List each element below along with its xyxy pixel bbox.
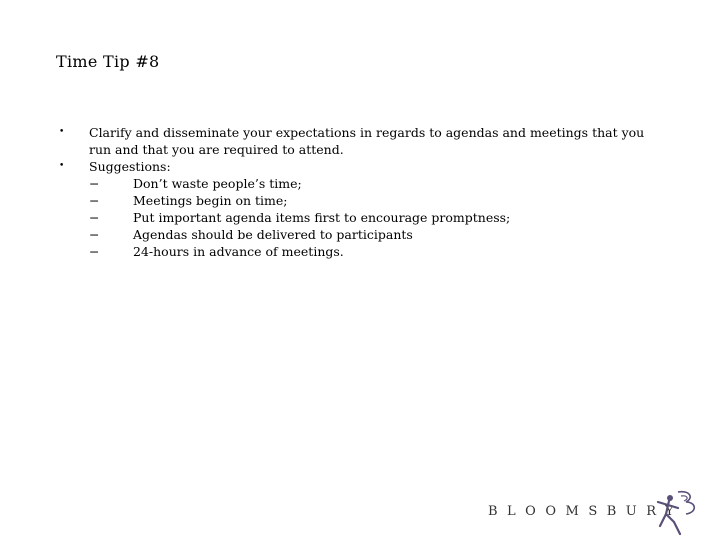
bullet-text: Clarify and disseminate your expectations in regards to agendas and meetings that you run and that you are required to attend. [89, 125, 645, 157]
bullet-marker: • [59, 161, 65, 171]
logo-wordmark: BLOOMSBURY [488, 504, 684, 519]
bloomsbury-logo [488, 488, 708, 536]
sub-marker: − [89, 176, 100, 191]
sub-item-text: Put important agenda items first to encourage promptness; [133, 210, 511, 225]
sub-marker: − [89, 193, 100, 208]
sub-marker: − [89, 227, 100, 242]
sub-item [89, 243, 656, 260]
sub-item [89, 175, 656, 192]
bullet-text: Suggestions: [89, 159, 171, 174]
bloomsbury-leaping-figure-icon [648, 488, 708, 536]
sub-item [89, 192, 656, 209]
sub-item-text: Don’t waste people’s time; [133, 176, 302, 191]
bullet-item [56, 158, 656, 260]
bullet-list [56, 124, 656, 260]
bullet-marker: • [59, 127, 65, 137]
sub-item-text: Agendas should be delivered to participants [133, 227, 413, 242]
slide-title: Time Tip #8 [56, 52, 160, 71]
sub-marker: − [89, 244, 100, 259]
sub-item [89, 226, 656, 243]
sub-item [89, 209, 656, 226]
sub-marker: − [89, 210, 100, 225]
bullet-item [56, 124, 656, 158]
sub-item-text: Meetings begin on time; [133, 193, 288, 208]
sub-item-text: 24-hours in advance of meetings. [133, 244, 344, 259]
